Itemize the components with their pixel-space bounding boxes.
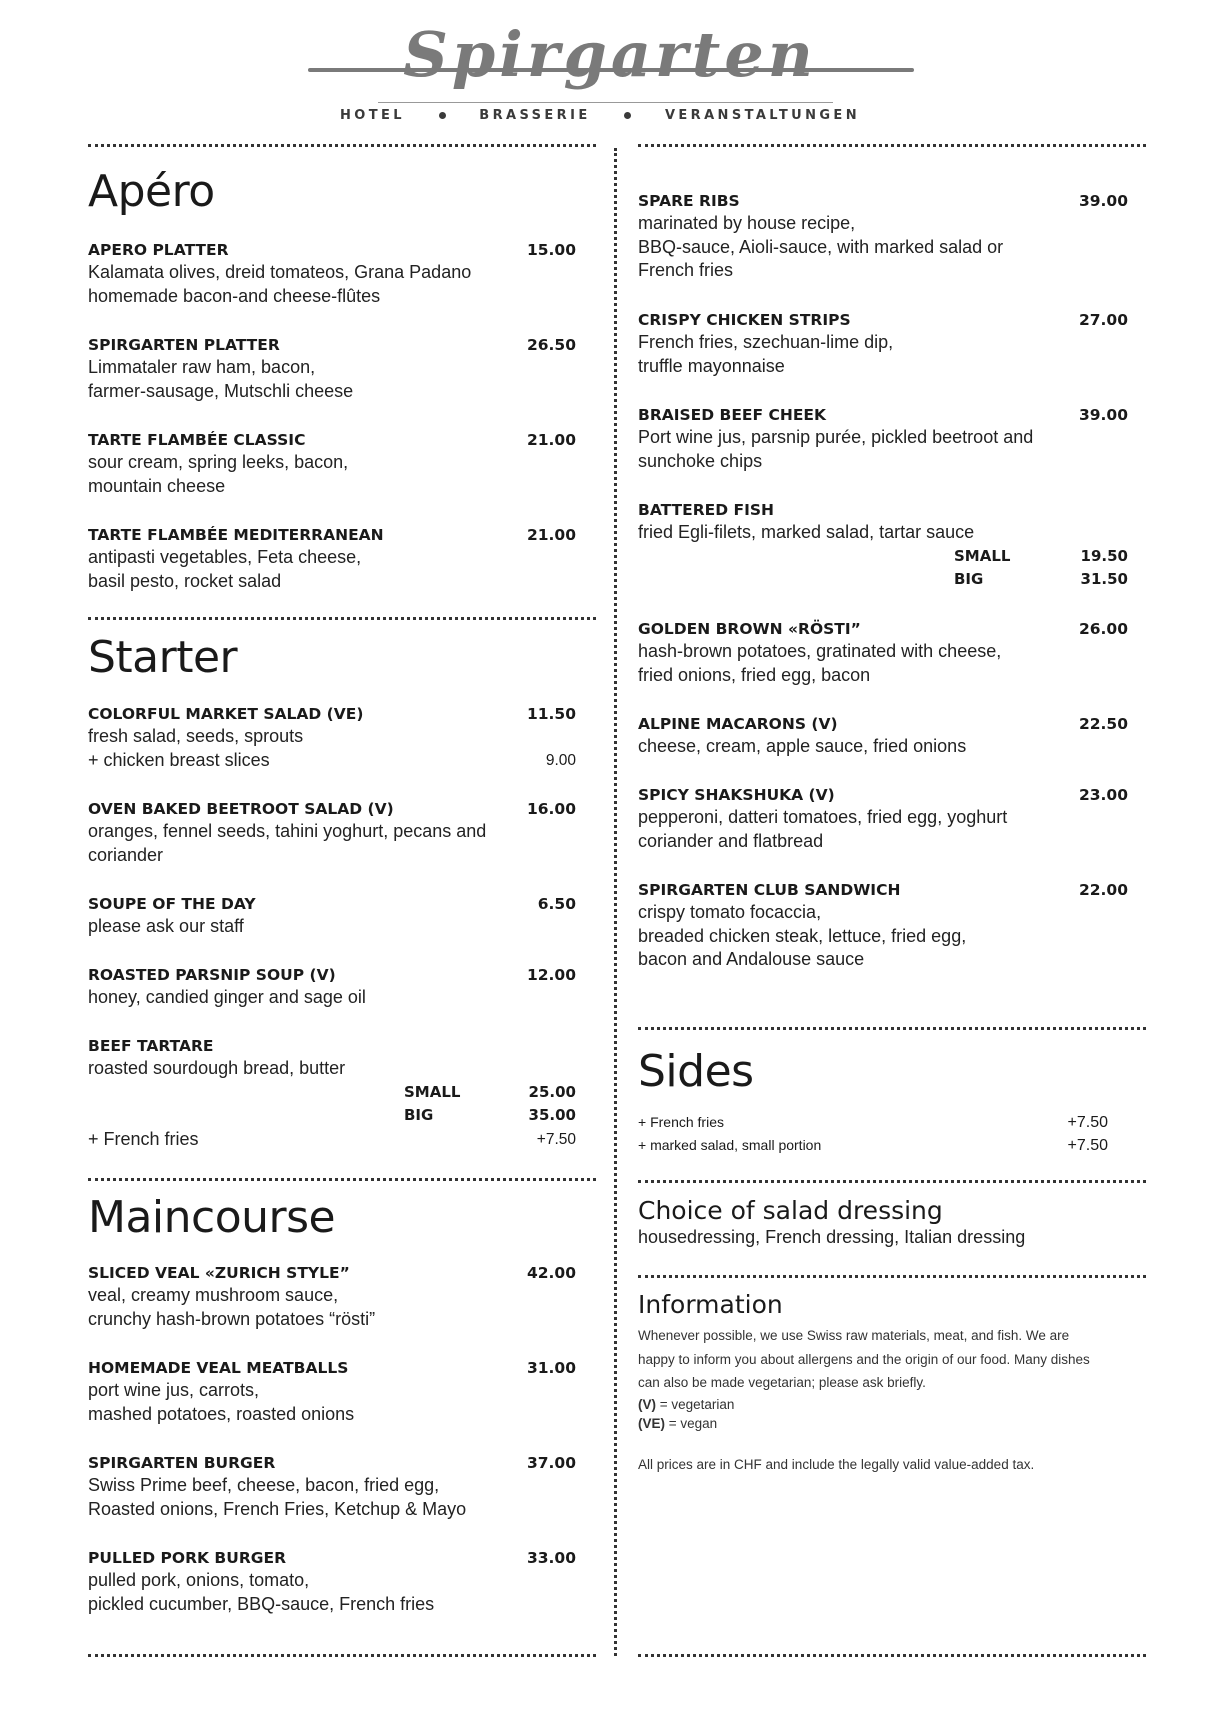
- item-price: 33.00: [526, 1549, 576, 1567]
- menu-item: [88, 1357, 576, 1426]
- item-name: SLICED VEAL «ZURICH STYLE”: [88, 1264, 350, 1282]
- item-name: BRAISED BEEF CHEEK: [638, 406, 827, 424]
- item-description: Roasted onions, French Fries, Ketchup & Mayo: [88, 1498, 467, 1519]
- item-price: 39.00: [1078, 192, 1128, 210]
- tagline-events: VERANSTALTUNGEN: [664, 108, 860, 123]
- menu-item: [88, 964, 576, 1010]
- item-description: truffle mayonnaise: [638, 355, 785, 376]
- item-description: please ask our staff: [88, 916, 244, 936]
- item-description: bacon and Andalouse sauce: [638, 949, 865, 969]
- item-name: TARTE FLAMBÉE CLASSIC: [88, 431, 306, 449]
- menu-item: [638, 879, 1128, 972]
- item-description: marinated by house recipe,: [638, 213, 856, 233]
- item-price: 15.00: [526, 241, 576, 259]
- size-label: BIG: [954, 570, 984, 588]
- size-price: 35.00: [528, 1106, 576, 1124]
- menu-item: [638, 499, 1128, 592]
- divider: [88, 617, 596, 620]
- item-description: sunchoke chips: [638, 450, 763, 471]
- section-title-apero: Apéro: [88, 166, 215, 217]
- divider: [88, 1178, 596, 1181]
- info-line: happy to inform you about allergens and the origin of our food. Many dishes: [638, 1351, 1090, 1367]
- item-description: basil pesto, rocket salad: [88, 570, 282, 591]
- menu-item: [88, 703, 576, 772]
- sides-section: [638, 1046, 1128, 1097]
- item-description: honey, candied ginger and sage oil: [88, 987, 366, 1007]
- dressing-text: housedressing, French dressing, Italian dressing: [638, 1227, 1026, 1247]
- item-price: 21.00: [526, 431, 576, 449]
- dressing-section: [638, 1196, 1128, 1250]
- menu-item: [638, 404, 1128, 473]
- item-description: Port wine jus, parsnip purée, pickled beetroot and: [638, 427, 1034, 447]
- item-description: homemade bacon-and cheese-flûtes: [88, 285, 381, 306]
- menu-item: [88, 1262, 576, 1331]
- item-description: hash-brown potatoes, gratinated with cheese,: [638, 641, 1002, 661]
- section-title-sides: Sides: [638, 1046, 754, 1097]
- item-description: farmer-sausage, Mutschli cheese: [88, 380, 354, 401]
- tagline-brasserie: BRASSERIE: [479, 108, 591, 123]
- item-price: 26.00: [1078, 620, 1128, 638]
- item-name: PULLED PORK BURGER: [88, 1549, 287, 1567]
- dressing-title: Choice of salad dressing: [638, 1196, 943, 1225]
- item-price: 37.00: [526, 1454, 576, 1472]
- item-description: mountain cheese: [88, 475, 226, 496]
- logo-text: Spirgarten: [403, 28, 817, 91]
- starter-section: [88, 632, 576, 683]
- item-description: crunchy hash-brown potatoes “rösti”: [88, 1308, 376, 1329]
- item-name: APERO PLATTER: [88, 241, 229, 259]
- item-price: 39.00: [1078, 406, 1128, 424]
- item-name: CRISPY CHICKEN STRIPS: [638, 311, 851, 329]
- item-name: COLORFUL MARKET SALAD (VE): [88, 705, 364, 723]
- size-option: [638, 568, 1128, 592]
- item-name: SPIRGARTEN CLUB SANDWICH: [638, 881, 901, 899]
- spirgarten-logo: [300, 28, 920, 98]
- side-item: [638, 1134, 1128, 1157]
- item-description: pulled pork, onions, tomato,: [88, 1570, 310, 1590]
- menu-item: [88, 429, 576, 498]
- logo-underline: [378, 102, 833, 103]
- divider: [88, 1654, 596, 1657]
- item-description: cheese, cream, apple sauce, fried onions: [638, 736, 967, 756]
- item-description: port wine jus, carrots,: [88, 1380, 260, 1400]
- item-description: Limmataler raw ham, bacon,: [88, 357, 316, 377]
- size-price: 25.00: [528, 1082, 576, 1101]
- item-name: ROASTED PARSNIP SOUP (V): [88, 966, 336, 984]
- item-description: French fries: [638, 260, 734, 280]
- prices-note: All prices are in CHF and include the legally valid value-added tax.: [638, 1456, 1035, 1472]
- item-price: 42.00: [526, 1264, 576, 1282]
- tagline-hotel: HOTEL: [340, 108, 405, 123]
- item-description: coriander: [88, 844, 164, 865]
- divider: [638, 1275, 1146, 1278]
- item-description: Swiss Prime beef, cheese, bacon, fried egg,: [88, 1475, 440, 1495]
- menu-item: [88, 1452, 576, 1521]
- section-title-maincourse: Maincourse: [88, 1192, 336, 1243]
- item-description: veal, creamy mushroom sauce,: [88, 1285, 339, 1305]
- item-price: 12.00: [526, 966, 576, 984]
- item-description: oranges, fennel seeds, tahini yoghurt, pecans and: [88, 821, 487, 841]
- size-price: 31.50: [1080, 570, 1128, 588]
- menu-item: [638, 309, 1128, 378]
- item-description: French fries, szechuan-lime dip,: [638, 332, 894, 352]
- item-name: TARTE FLAMBÉE MEDITERRANEAN: [88, 526, 384, 544]
- info-line: Whenever possible, we use Swiss raw materials, meat, and fish. We are: [638, 1328, 1070, 1343]
- info-line: can also be made vegetarian; please ask briefly.: [638, 1375, 926, 1390]
- menu-item: [638, 713, 1128, 759]
- extra-option: [88, 749, 576, 773]
- tagline: [340, 108, 860, 123]
- item-name: BATTERED FISH: [638, 501, 774, 519]
- item-price: 16.00: [526, 800, 576, 818]
- column-divider: [614, 148, 617, 1656]
- item-name: ALPINE MACARONS (V): [638, 715, 838, 733]
- item-price: 31.00: [526, 1359, 576, 1377]
- information-title: Information: [638, 1290, 783, 1319]
- header: [0, 0, 1224, 140]
- item-description: fried onions, fried egg, bacon: [638, 664, 871, 685]
- bullet-icon: [439, 112, 446, 119]
- extra-option: [88, 1128, 576, 1152]
- apero-section: [88, 166, 576, 217]
- menu-item: [88, 1035, 576, 1151]
- size-option: [88, 1081, 576, 1105]
- size-label: SMALL: [954, 546, 1011, 565]
- item-description: antipasti vegetables, Feta cheese,: [88, 547, 362, 567]
- menu-item: [88, 334, 576, 403]
- item-price: 26.50: [526, 336, 576, 354]
- item-description: fried Egli-filets, marked salad, tartar sauce: [638, 522, 975, 542]
- item-description: BBQ-sauce, Aioli-sauce, with marked salad or: [638, 236, 1004, 257]
- legend-text: = vegan: [668, 1415, 718, 1431]
- section-title-starter: Starter: [88, 632, 238, 683]
- extra-price: +7.50: [536, 1130, 576, 1148]
- legend-vegetarian: [638, 1395, 1128, 1414]
- divider: [88, 144, 596, 147]
- legend-text: = vegetarian: [659, 1396, 735, 1412]
- divider: [638, 1027, 1146, 1030]
- size-price: 19.50: [1080, 546, 1128, 565]
- legend-key: (V): [638, 1396, 656, 1412]
- extra-label: + chicken breast slices: [88, 749, 270, 770]
- item-description: sour cream, spring leeks, bacon,: [88, 452, 349, 472]
- item-description: fresh salad, seeds, sprouts: [88, 726, 304, 746]
- item-name: SOUPE OF THE DAY: [88, 895, 256, 913]
- item-description: breaded chicken steak, lettuce, fried egg,: [638, 925, 967, 946]
- size-option: [638, 545, 1128, 569]
- item-description: pickled cucumber, BBQ-sauce, French fries: [88, 1593, 435, 1614]
- information-section: [638, 1290, 1128, 1476]
- legend-vegan: [638, 1414, 1128, 1433]
- extra-label: + French fries: [88, 1128, 199, 1149]
- item-price: 23.00: [1078, 786, 1128, 804]
- item-price: 22.00: [1078, 881, 1128, 899]
- menu-item: [638, 190, 1128, 283]
- sides-list: [638, 1111, 1128, 1157]
- maincourse-section: [88, 1192, 576, 1243]
- item-name: SPARE RIBS: [638, 192, 740, 210]
- item-price: 21.00: [526, 526, 576, 544]
- item-name: SPIRGARTEN PLATTER: [88, 336, 280, 354]
- item-price: 6.50: [537, 895, 576, 913]
- divider: [638, 1654, 1146, 1657]
- legend-key: (VE): [638, 1415, 665, 1431]
- item-description: coriander and flatbread: [638, 830, 824, 851]
- side-label: + marked salad, small portion: [638, 1137, 822, 1153]
- menu-item: [88, 1547, 576, 1616]
- side-price: +7.50: [1067, 1114, 1108, 1131]
- menu-item: [88, 524, 576, 593]
- size-label: SMALL: [404, 1082, 461, 1101]
- divider: [638, 1180, 1146, 1183]
- item-name: OVEN BAKED BEETROOT SALAD (V): [88, 800, 394, 818]
- item-description: mashed potatoes, roasted onions: [88, 1403, 355, 1424]
- side-price: +7.50: [1067, 1137, 1108, 1154]
- menu-item: [88, 239, 576, 308]
- divider: [638, 144, 1146, 147]
- item-name: HOMEMADE VEAL MEATBALLS: [88, 1359, 349, 1377]
- item-description: roasted sourdough bread, butter: [88, 1058, 346, 1078]
- menu-item: [638, 618, 1128, 687]
- item-description: pepperoni, datteri tomatoes, fried egg, yoghurt: [638, 807, 1008, 827]
- extra-price: 9.00: [545, 751, 576, 769]
- side-label: + French fries: [638, 1114, 724, 1130]
- item-price: 22.50: [1078, 715, 1128, 733]
- size-label: BIG: [404, 1106, 434, 1124]
- menu-item: [88, 798, 576, 867]
- item-name: BEEF TARTARE: [88, 1037, 214, 1055]
- menu-item: [638, 784, 1128, 853]
- side-item: [638, 1111, 1128, 1134]
- menu-item: [88, 893, 576, 939]
- item-description: crispy tomato focaccia,: [638, 902, 822, 922]
- item-price: 11.50: [526, 705, 576, 723]
- item-description: Kalamata olives, dreid tomateos, Grana Padano: [88, 262, 472, 282]
- item-name: GOLDEN BROWN «RÖSTI”: [638, 620, 861, 638]
- bullet-icon: [624, 112, 631, 119]
- item-name: SPIRGARTEN BURGER: [88, 1454, 276, 1472]
- size-option: [88, 1104, 576, 1128]
- item-price: 27.00: [1078, 311, 1128, 329]
- item-name: SPICY SHAKSHUKA (V): [638, 786, 835, 804]
